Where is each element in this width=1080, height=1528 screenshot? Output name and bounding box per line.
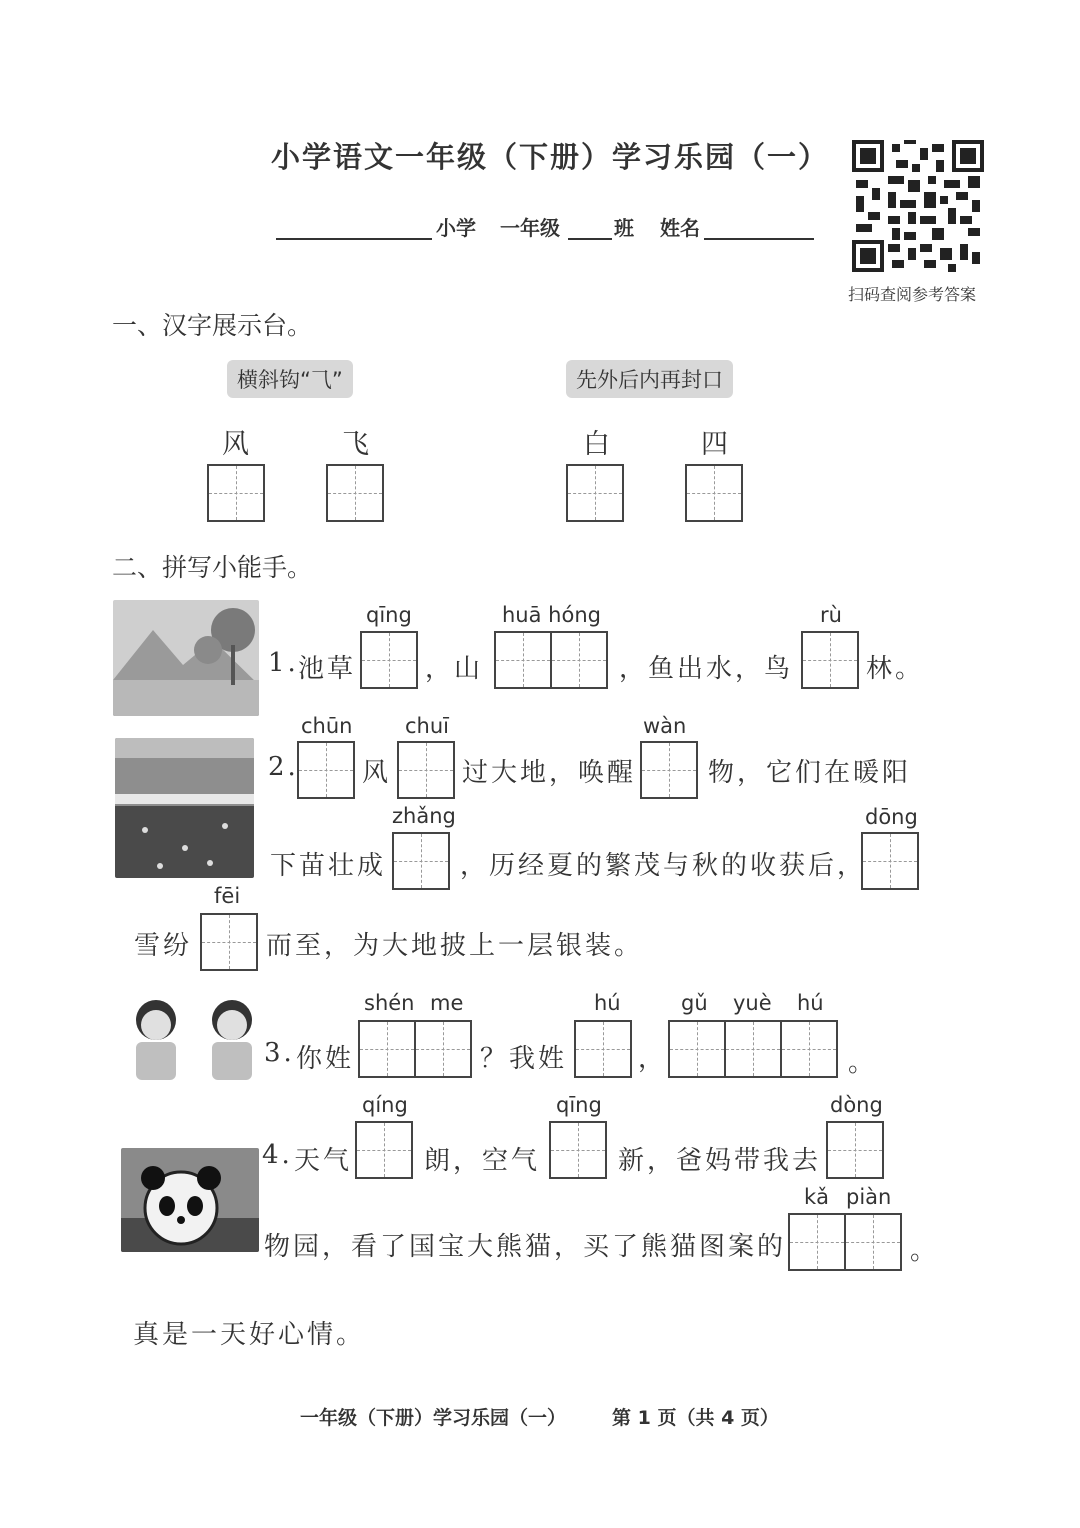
- q2-text: 物，它们在暖阳: [708, 758, 912, 788]
- q1-text: 林。: [866, 654, 925, 684]
- section-1-heading: 一、汉字展示台。: [112, 311, 313, 340]
- pinyin-label: shén: [364, 991, 415, 1015]
- q4-text: 新，爸妈带我去: [618, 1146, 822, 1176]
- pinyin-label: chūn: [301, 714, 353, 738]
- pinyin-label: me: [430, 991, 464, 1015]
- q2-text: 风: [362, 758, 392, 788]
- q1-number: 1.: [268, 648, 299, 678]
- answer-box[interactable]: [861, 832, 919, 890]
- q3-text: 你姓: [296, 1044, 355, 1074]
- writing-box[interactable]: [566, 464, 624, 522]
- q3-text: ，: [638, 1044, 668, 1074]
- footer-title: 一年级（下册）学习乐园（一）: [300, 1407, 567, 1429]
- writing-box[interactable]: [207, 464, 265, 522]
- section-2-heading: 二、拼写小能手。: [112, 553, 313, 582]
- answer-box[interactable]: [358, 1020, 416, 1078]
- q2-text: 而至，为大地披上一层银装。: [266, 931, 644, 961]
- q3-text: ？我姓: [480, 1044, 568, 1074]
- pinyin-label: dòng: [830, 1093, 883, 1117]
- q2-number: 2.: [268, 752, 299, 782]
- qr-code-icon[interactable]: [852, 140, 984, 272]
- landscape-illustration: [113, 600, 259, 716]
- answer-box[interactable]: [494, 631, 552, 689]
- pinyin-label: fēi: [214, 884, 241, 908]
- writing-box[interactable]: [685, 464, 743, 522]
- q4-text: 朗，空气: [424, 1146, 541, 1176]
- stroke-tag: 横斜钩“⺄”: [227, 360, 353, 398]
- answer-box[interactable]: [550, 631, 608, 689]
- pinyin-label: hú: [594, 991, 621, 1015]
- class-label: 班: [614, 216, 634, 240]
- pinyin-label: gǔ: [681, 991, 708, 1015]
- answer-box[interactable]: [200, 913, 258, 971]
- q4-text: 真是一天好心情。: [133, 1320, 366, 1350]
- answer-box[interactable]: [780, 1020, 838, 1078]
- answer-box[interactable]: [826, 1121, 884, 1179]
- char-bai: 白: [583, 429, 610, 460]
- school-suffix: 小学: [436, 216, 476, 240]
- q2-text: 下苗壮成: [270, 851, 387, 881]
- writing-box[interactable]: [326, 464, 384, 522]
- q1-text: ，山: [425, 654, 484, 684]
- answer-box[interactable]: [801, 631, 859, 689]
- q3-number: 3.: [264, 1038, 295, 1068]
- pinyin-label: qīng: [556, 1093, 602, 1117]
- answer-box[interactable]: [414, 1020, 472, 1078]
- char-feng: 风: [222, 429, 249, 460]
- q1-text: 池草: [298, 654, 357, 684]
- pinyin-label: chuī: [405, 714, 449, 738]
- answer-box[interactable]: [574, 1020, 632, 1078]
- answer-box[interactable]: [355, 1121, 413, 1179]
- answer-box[interactable]: [640, 741, 698, 799]
- seasons-illustration: [115, 738, 254, 878]
- pinyin-label: piàn: [846, 1185, 892, 1209]
- answer-box[interactable]: [668, 1020, 726, 1078]
- pinyin-label: yuè: [733, 991, 772, 1015]
- q1-text: ，鱼出水，鸟: [619, 654, 794, 684]
- pinyin-label: dōng: [865, 805, 918, 829]
- pinyin-label: hú: [797, 991, 824, 1015]
- name-label: 姓名: [660, 216, 700, 240]
- class-blank[interactable]: [568, 214, 612, 240]
- qr-caption: 扫码查阅参考答案: [848, 285, 977, 304]
- pinyin-label: qīng: [366, 603, 412, 627]
- answer-box[interactable]: [297, 741, 355, 799]
- char-si: 四: [701, 429, 728, 460]
- pinyin-label: zhǎng: [392, 804, 456, 828]
- answer-box[interactable]: [397, 741, 455, 799]
- q2-text: ，历经夏的繁茂与秋的收获后，: [460, 851, 867, 881]
- answer-box[interactable]: [549, 1121, 607, 1179]
- pinyin-label: wàn: [643, 714, 687, 738]
- answer-box[interactable]: [360, 631, 418, 689]
- answer-box[interactable]: [392, 832, 450, 890]
- grade-label: 一年级: [500, 216, 560, 240]
- panda-illustration: [121, 1148, 259, 1252]
- q4-text: 天气: [294, 1146, 353, 1176]
- answer-box[interactable]: [844, 1213, 902, 1271]
- answer-box[interactable]: [788, 1213, 846, 1271]
- order-tag: 先外后内再封口: [566, 360, 733, 398]
- school-blank[interactable]: [276, 214, 432, 240]
- q4-text: 物园，看了国宝大熊猫，买了熊猫图案的: [264, 1232, 787, 1262]
- pinyin-label: kǎ: [804, 1185, 830, 1209]
- answer-box[interactable]: [724, 1020, 782, 1078]
- page-number: 第 1 页（共 4 页）: [612, 1407, 779, 1429]
- pinyin-label: qíng: [362, 1093, 408, 1117]
- pinyin-label: rù: [820, 603, 842, 627]
- name-blank[interactable]: [704, 214, 814, 240]
- q2-text: 过大地，唤醒: [462, 758, 637, 788]
- pinyin-label: huā hóng: [502, 603, 601, 627]
- char-fei: 飞: [342, 429, 369, 460]
- q2-text: 雪纷: [134, 931, 193, 961]
- q4-number: 4.: [262, 1140, 293, 1170]
- page-title: 小学语文一年级（下册）学习乐园（一）: [270, 140, 829, 174]
- children-illustration: [128, 998, 260, 1084]
- q3-text: 。: [848, 1048, 878, 1078]
- q4-text: 。: [910, 1236, 940, 1266]
